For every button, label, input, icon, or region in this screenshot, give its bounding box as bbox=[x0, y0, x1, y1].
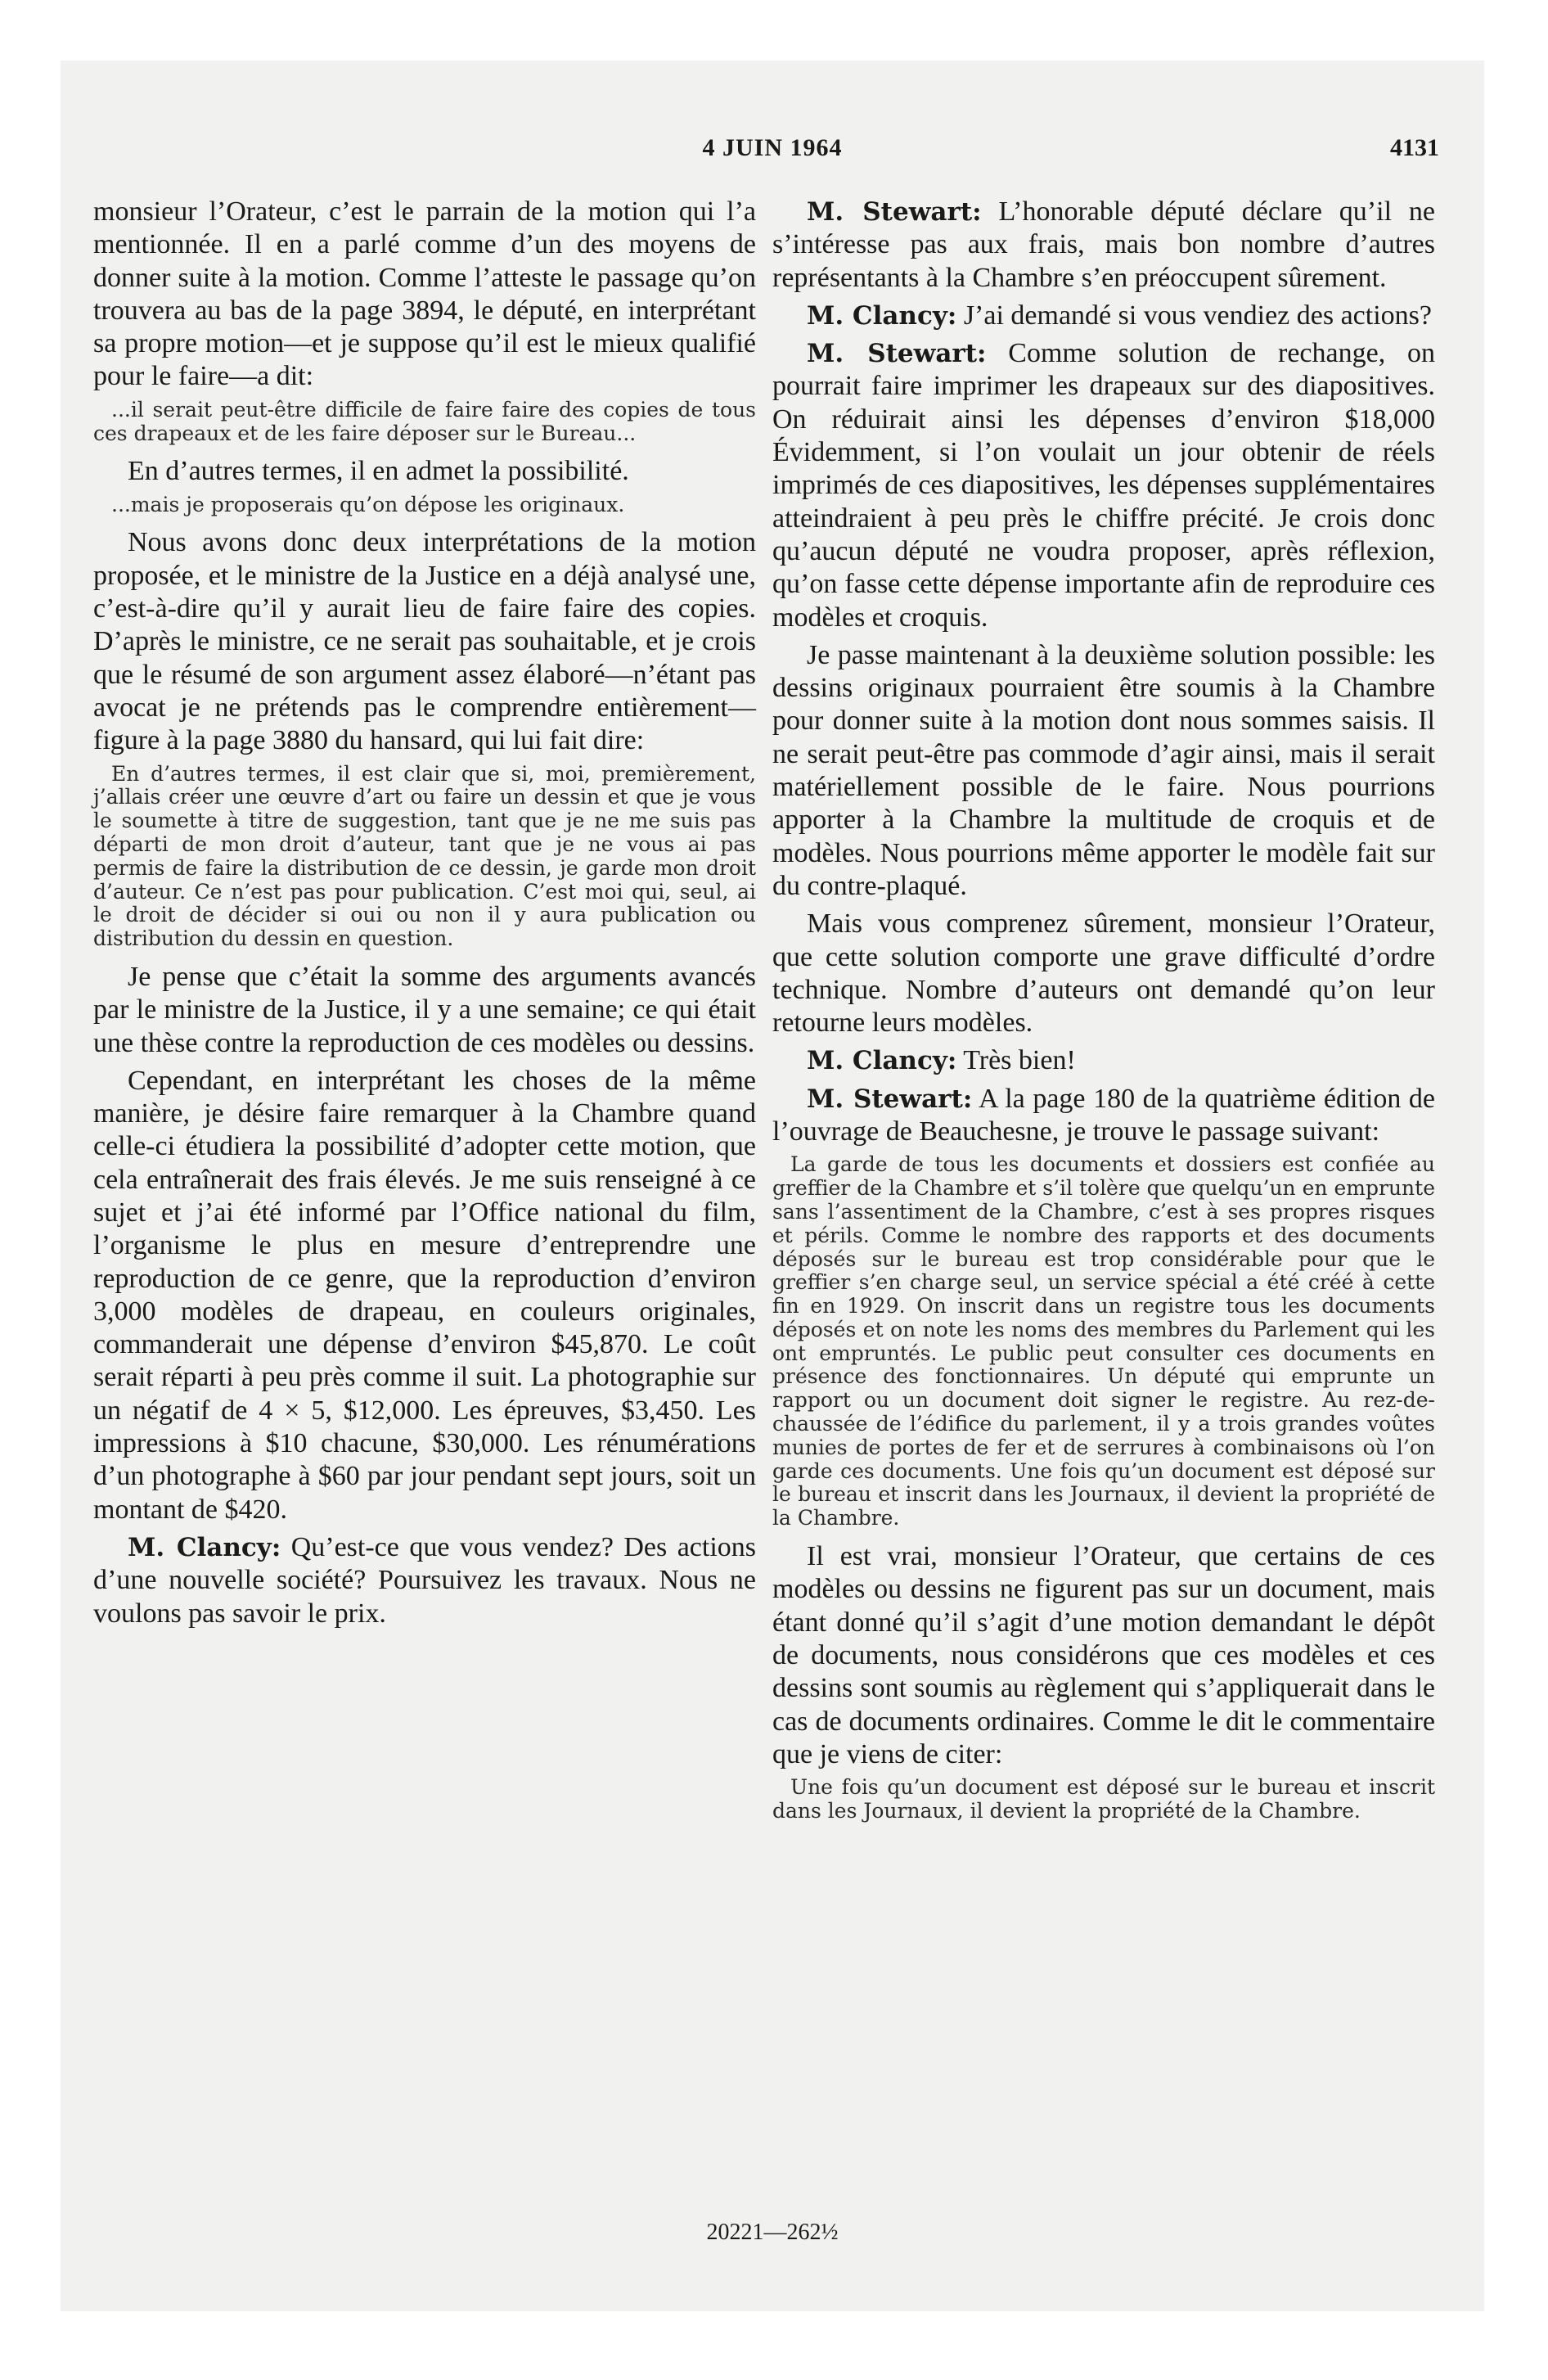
paragraph: Nous avons donc deux interprétations de la motion proposée, et le ministre de la Justice en a déjà analysé une, c’est-à-dire qu’il y aurait lieu de faire faire des copies. D’après le ministre, ce ne serait pas souhaitable, et je crois que le résumé de son argument assez élaboré—n’étant pas avocat je ne prétends pas le comprendre entièrement—figure à la page 3880 du hansard, qui lui fait dire: bbox=[93, 527, 756, 756]
page-header bbox=[61, 134, 1484, 183]
block-quote: La garde de tous les documents et dossiers est confiée au greffier de la Chambre et s’il tolère que quelqu’un en emprunte sans l’assentiment de la Chambre, c’est à ses propres risques et périls. Comme le nombre des rapports et des documents déposés sur le bureau est trop considérable pour que le greffier s’en charge seul, un service spécial a été créé à cette fin en 1929. On inscrit dans un registre tous les documents déposés et on note les noms des membres du Parlement qui les ont empruntés. Le public peut consulter ces documents en présence des fonctionnaires. Un député qui emprunte un rapport ou un document doit signer le registre. Au rez-de-chaussée de l’édifice du parlement, il y a trois grandes voûtes munies de portes de fer et de serrures à combinaisons où l’on garde ces documents. Une fois qu’un document est déposé sur le bureau et inscrit dans les Journaux, il devient la propriété de la Chambre. bbox=[772, 1152, 1435, 1530]
speech-paragraph bbox=[772, 337, 1435, 634]
speech-paragraph bbox=[772, 196, 1435, 295]
block-quote: ...il serait peut-être difficile de faire faire des copies de tous ces drapeaux et de les faire déposer sur le Bureau... bbox=[93, 397, 756, 445]
right-column bbox=[772, 196, 1435, 1833]
block-quote: ...mais je proposerais qu’on dépose les originaux. bbox=[111, 492, 625, 516]
block-quote: En d’autres termes, il est clair que si, moi, premièrement, j’allais créer une œuvre d’art ou faire un dessin et que je vous le soumette à titre de suggestion, tant que je ne me suis pas départi de mon droit d’auteur, tant que je ne vous ai pas permis de faire la distribution de ce dessin, je garde mon droit d’auteur. Ce n’est pas pour publication. C’est moi qui, seul, ai le droit de décider si oui ou non il y aura publication ou distribution du dessin en question. bbox=[93, 761, 756, 951]
paragraph: Je passe maintenant à la deuxième solution possible: les dessins originaux pourraient être soumis à la Chambre pour donner suite à la motion dont nous sommes saisis. Il ne serait peut-être pas commode d’agir ainsi, mais il serait matériellement possible de le faire. Nous pourrions apporter à la Chambre la multitude de croquis et de modèles. Nous pourrions même apporter le modèle fait sur du contre-plaqué. bbox=[772, 639, 1435, 901]
paragraph: En d’autres termes, il en admet la possibilité. bbox=[128, 456, 629, 487]
speaker-name: M. Clancy: bbox=[807, 300, 957, 331]
speaker-name: M. Clancy: bbox=[128, 1532, 281, 1562]
speech-text: Qu’est-ce que vous vendez? Des actions d’une nouvelle société? Poursuivez les travaux. Nous ne voulons pas savoir le prix. bbox=[93, 1531, 756, 1629]
paragraph: Mais vous comprenez sûrement, monsieur l’Orateur, que cette solution comporte une grave difficulté d’ordre technique. Nombre d’auteurs ont demandé qu’on leur retourne leurs modèles. bbox=[772, 908, 1435, 1039]
paragraph: Je pense que c’était la somme des arguments avancés par le ministre de la Justice, il y a une semaine; ce qui était une thèse contre la reproduction de ces modèles ou dessins. bbox=[93, 961, 756, 1058]
header-date: 4 JUIN 1964 bbox=[702, 134, 843, 161]
speech-text: J’ai demandé si vous vendiez des actions? bbox=[956, 300, 1432, 331]
speech-text: Comme solution de rechange, on pourrait faire imprimer les drapeaux sur des diapositives. On réduirait ainsi les dépenses d’environ $18,000 Évidemment, si l’on voulait un jour obtenir de réels imprimés de ces diapositives, les dépenses supplémentaires atteindraient à peu près le chiffre précité. Je crois donc qu’aucun député ne voudra proposer, après réflexion, qu’on fasse cette dépense importante afin de reproduire ces modèles et croquis. bbox=[772, 338, 1435, 633]
speech-text: Très bien! bbox=[956, 1045, 1076, 1076]
paragraph: Il est vrai, monsieur l’Orateur, que certains de ces modèles ou dessins ne figurent pas sur un document, mais étant donné qu’il s’agit d’une motion demandant le dépôt de documents, nous considérons que ces modèles et ces dessins sont soumis au règlement qui s’appliquerait dans le cas de documents ordinaires. Comme le dit le commentaire que je viens de citer: bbox=[772, 1541, 1435, 1769]
page-number: 4131 bbox=[1390, 134, 1439, 161]
block-quote: Une fois qu’un document est déposé sur le bureau et inscrit dans les Journaux, il devient la propriété de la Chambre. bbox=[772, 1775, 1435, 1823]
paragraph: Cependant, en interprétant les choses de la même manière, je désire faire remarquer à la Chambre quand celle-ci étudiera la possibilité d’adopter cette motion, que cela entraînerait des frais élevés. Je me suis renseigné à ce sujet et j’ai été informé par l’Office national du film, l’organisme le plus en mesure d’entreprendre une reproduction de ce genre, que la reproduction d’environ 3,000 modèles de drapeau, en couleurs originales, commanderait une dépense d’environ $45,870. Le coût serait réparti à peu près comme il suit. La photographie sur un négatif de 4 × 5, $12,000. Les épreuves, $3,450. Les impressions à $10 chacune, $30,000. Les rénumérations d’un photographe à $60 par jour pendant sept jours, soit un montant de $420. bbox=[93, 1065, 756, 1525]
speaker-name: M. Stewart: bbox=[807, 339, 987, 369]
paragraph: monsieur l’Orateur, c’est le parrain de la motion qui l’a mentionnée. Il en a parlé comme d’un des moyens de donner suite à la motion. Comme l’atteste le passage qu’on trouvera au bas de la page 3894, le député, en interprétant sa propre motion—et je suppose qu’il est le mieux qualifié pour le faire—a dit: bbox=[93, 196, 756, 392]
page-footer-code: 20221—262½ bbox=[706, 2220, 839, 2245]
speech-text: A la page 180 de la quatrième édition de l’ouvrage de Beauchesne, je trouve le passage suivant: bbox=[772, 1083, 1436, 1147]
page-sheet bbox=[61, 61, 1484, 2311]
speech-text: L’honorable député déclare qu’il ne s’intéresse pas aux frais, mais bon nombre d’autres représentants à la Chambre s’en préoccupent sûrement. bbox=[772, 196, 1435, 293]
speaker-name: M. Stewart: bbox=[807, 197, 982, 227]
speech-paragraph bbox=[772, 300, 1435, 332]
speech-paragraph bbox=[93, 1531, 756, 1630]
speaker-name: M. Clancy: bbox=[807, 1046, 957, 1076]
left-column bbox=[93, 196, 756, 1635]
speaker-name: M. Stewart: bbox=[807, 1084, 973, 1114]
speech-paragraph bbox=[772, 1044, 1435, 1077]
speech-paragraph bbox=[772, 1083, 1435, 1149]
